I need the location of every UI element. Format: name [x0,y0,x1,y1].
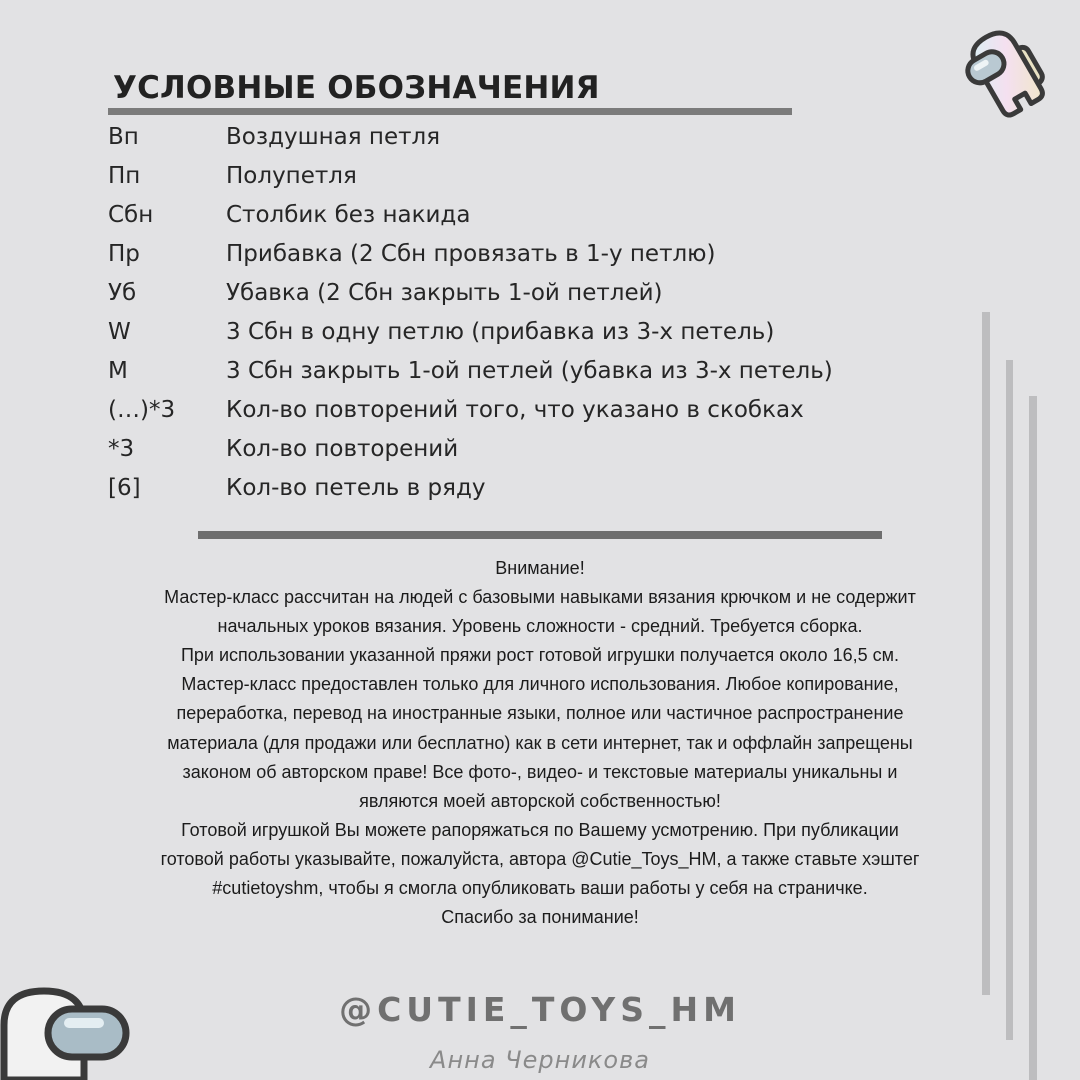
legend-abbreviation: Пр [108,240,140,267]
brand-handle: @CUTIE_TOYS_HM [339,990,741,1029]
notice-line: являются моей авторской собственностью! [359,790,721,811]
notice-line: При использовании указанной пряжи рост готовой игрушки получается около 16,5 см. [180,645,900,666]
legend-item [108,351,833,390]
legend-item [108,234,833,273]
legend-description: Столбик без накида [226,201,471,228]
legend-description: Прибавка (2 Сбн провязать в 1-у петлю) [226,240,716,267]
legend-abbreviation: M [108,357,128,384]
notice-text [100,554,980,932]
notice-heading: Внимание! [495,558,585,578]
notice-line: законом об авторском праве! Все фото-, видео- и текстовые материалы уникальны и [182,761,898,782]
legend-abbreviation: *3 [108,435,135,462]
legend-abbreviation: Пп [108,162,141,189]
decorative-side-bar [1006,360,1013,1040]
legend-description: Полупетля [226,162,357,189]
legend-item [108,429,833,468]
legend-description: 3 Сбн закрыть 1-ой петлей (убавка из 3-х петель) [226,357,833,384]
notice-line: материала (для продажи или бесплатно) как в сети интернет, так и оффлайн запрещены [167,732,913,753]
notice-line: готовой работы указывайте, пожалуйста, автора @Cutie_Toys_HM, а также ставьте хэштег [160,848,920,869]
legend-description: Воздушная петля [226,123,441,150]
legend-description: Убавка (2 Сбн закрыть 1-ой петлей) [226,279,663,306]
notice-closing: Спасибо за понимание! [441,907,639,928]
page-title: УСЛОВНЫЕ ОБОЗНАЧЕНИЯ [113,70,600,106]
legend-description: 3 Сбн в одну петлю (прибавка из 3-х петель) [226,318,775,345]
legend-abbreviation: Сбн [108,201,154,228]
legend-item [108,117,833,156]
notice-line: переработка, перевод на иностранные языки, полное или частичное распространение [176,703,904,724]
notice-line: Мастер-класс предоставлен только для личного использования. Любое копирование, [181,674,899,695]
legend-item [108,273,833,312]
legend-abbreviation: Вп [108,123,139,150]
legend-item [108,312,833,351]
crewmate-icon [955,18,1065,128]
legend-item [108,156,833,195]
legend-description: Кол-во повторений того, что указано в скобках [226,396,804,423]
legend-abbreviation: [6] [108,474,141,501]
legend-item [108,390,833,429]
legend-item [108,468,833,507]
author-name: Анна Черникова [430,1046,650,1074]
section-divider [198,531,882,539]
legend-abbreviation: W [108,318,131,345]
crewmate-icon [0,985,135,1080]
decorative-side-bar [982,312,990,995]
legend-description: Кол-во повторений [226,435,459,462]
legend-abbreviation: Уб [108,279,137,306]
notice-line: Готовой игрушкой Вы можете рапоряжаться по Вашему усмотрению. При публикации [181,819,899,840]
title-underline [108,108,792,115]
decorative-side-bar [1029,396,1037,1080]
notice-line: #cutietoyshm, чтобы я смогла опубликовать ваши работы у себя на страничке. [212,878,868,899]
legend-item [108,195,833,234]
notice-line: начальных уроков вязания. Уровень сложности - средний. Требуется сборка. [217,616,863,637]
legend-description: Кол-во петель в ряду [226,474,486,501]
notice-line: Мастер-класс рассчитан на людей с базовыми навыками вязания крючком и не содержит [164,587,916,608]
legend-abbreviation: (…)*3 [108,396,176,423]
legend-list [108,117,833,507]
